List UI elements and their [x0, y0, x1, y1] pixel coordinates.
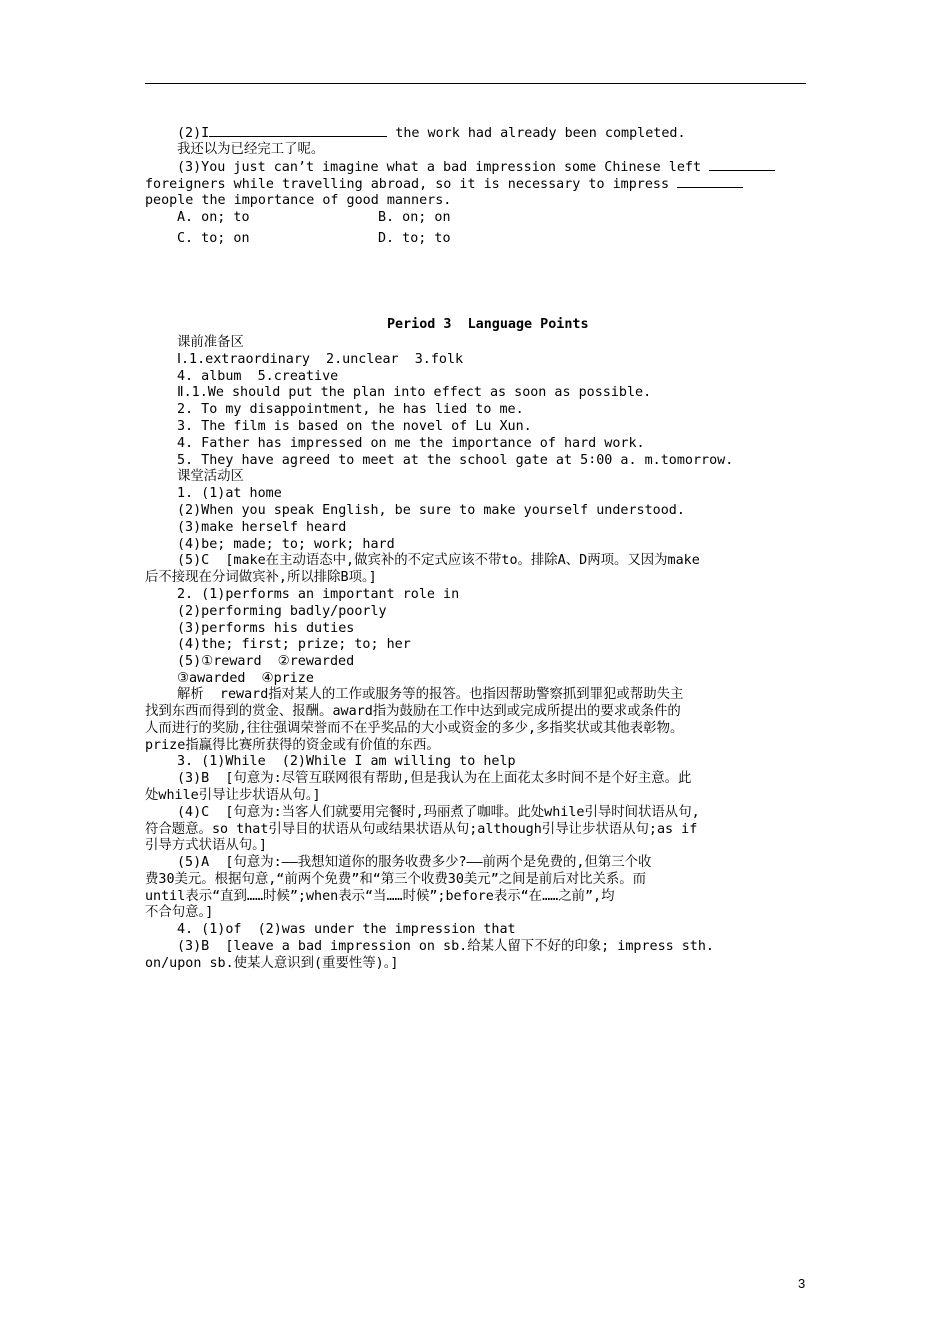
text-line: 课堂活动区: [177, 469, 244, 484]
answer-blank: [677, 175, 743, 188]
text-line: 5. They have agreed to meet at the school gate at 5∶00 a. m.tomorrow.: [177, 453, 734, 468]
question-3-line-1-text: (3)You just can’t imagine what a bad impression some Chinese left: [177, 160, 702, 175]
answer-blank: [709, 158, 775, 171]
text-line: 后不接现在分词做宾补,所以排除B项。]: [145, 570, 377, 585]
text-line: 课前准备区: [177, 335, 244, 350]
question-2-suffix: the work had already been completed.: [387, 126, 686, 141]
section-title: Period 3 Language Points: [387, 317, 589, 332]
text-line: (4)be; made; to; work; hard: [177, 537, 395, 552]
text-line: (3)B [leave a bad impression on sb.给某人留下不好的印象; impress sth.: [177, 939, 714, 954]
question-2: [177, 124, 686, 142]
text-line: 3. The film is based on the novel of Lu Xun.: [177, 419, 532, 434]
text-line: 3. (1)While (2)While I am willing to help: [177, 754, 516, 769]
question-3-line-2-text: foreigners while travelling abroad, so it is necessary to impress: [145, 177, 670, 192]
text-line: prize指赢得比赛所获得的资金或有价值的东西。: [145, 738, 440, 753]
option-d: D. to; to: [378, 231, 451, 246]
text-line: 人而进行的奖励,往往强调荣誉而不在乎奖品的大小或资金的多少,多指奖状或其他表彰物。: [145, 721, 684, 736]
question-3-line-2: [145, 175, 743, 193]
question-2-translation: 我还以为已经完工了呢。: [177, 142, 325, 157]
option-c: C. to; on: [177, 231, 250, 246]
text-line: (3)performs his duties: [177, 621, 355, 636]
text-line: 处while引导让步状语从句。]: [145, 788, 321, 803]
text-line: on/upon sb.使某人意识到(重要性等)。]: [145, 956, 399, 971]
page-number: 3: [798, 1276, 806, 1291]
option-b: B. on; on: [378, 210, 451, 225]
text-line: (5)A [句意为:——我想知道你的服务收费多少?——前两个是免费的,但第三个收: [177, 855, 652, 870]
text-line: until表示“直到……时候”;when表示“当……时候”;before表示“在……之前”,均: [145, 889, 615, 904]
header-rule: [145, 83, 806, 84]
text-line: Ⅱ.1.We should put the plan into effect as soon as possible.: [177, 385, 652, 400]
text-line: 符合题意。so that引导目的状语从句或结果状语从句;although引导让步状语从句;as if: [145, 822, 698, 837]
text-line: (5)①reward ②rewarded: [177, 654, 355, 669]
text-line: (2)When you speak English, be sure to make yourself understood.: [177, 503, 685, 518]
text-line: 不合句意。]: [145, 905, 214, 920]
text-line: (3)B [句意为:尽管互联网很有帮助,但是我认为在上面花太多时间不是个好主意。此: [177, 771, 692, 786]
text-line: 1. (1)at home: [177, 486, 282, 501]
text-line: (2)performing badly/poorly: [177, 604, 387, 619]
text-line: 4. Father has impressed on me the importance of hard work.: [177, 436, 645, 451]
text-line: (5)C [make在主动语态中,做宾补的不定式应该不带to。排除A、D两项。又因为make: [177, 553, 700, 568]
text-line: Ⅰ.1.extraordinary 2.unclear 3.folk: [177, 352, 464, 367]
question-3-line-3: people the importance of good manners.: [145, 193, 452, 208]
text-line: ③awarded ④prize: [177, 671, 314, 686]
text-line: 4. (1)of (2)was under the impression that: [177, 922, 516, 937]
text-line: 2. (1)performs an important role in: [177, 587, 460, 602]
text-line: 引导方式状语从句。]: [145, 838, 267, 853]
question-2-prefix: (2)I: [177, 126, 210, 141]
answer-blank: [209, 124, 387, 137]
text-line: (3)make herself heard: [177, 520, 347, 535]
text-line: (4)C [句意为:当客人们就要用完餐时,玛丽煮了咖啡。此处while引导时间状语从句,: [177, 805, 700, 820]
text-line: 4. album 5.creative: [177, 369, 339, 384]
text-line: 2. To my disappointment, he has lied to me.: [177, 402, 524, 417]
option-a: A. on; to: [177, 210, 250, 225]
text-line: 费30美元。根据句意,“前两个免费”和“第三个收费30美元”之间是前后对比关系。而: [145, 872, 647, 887]
text-line: 解析 reward指对某人的工作或服务等的报答。也指因帮助警察抓到罪犯或帮助失主: [177, 687, 684, 702]
text-line: 找到东西而得到的赏金、报酬。award指为鼓励在工作中达到或完成所提出的要求或条件的: [145, 704, 681, 719]
question-3-line-1: [177, 158, 775, 176]
text-line: (4)the; first; prize; to; her: [177, 637, 411, 652]
